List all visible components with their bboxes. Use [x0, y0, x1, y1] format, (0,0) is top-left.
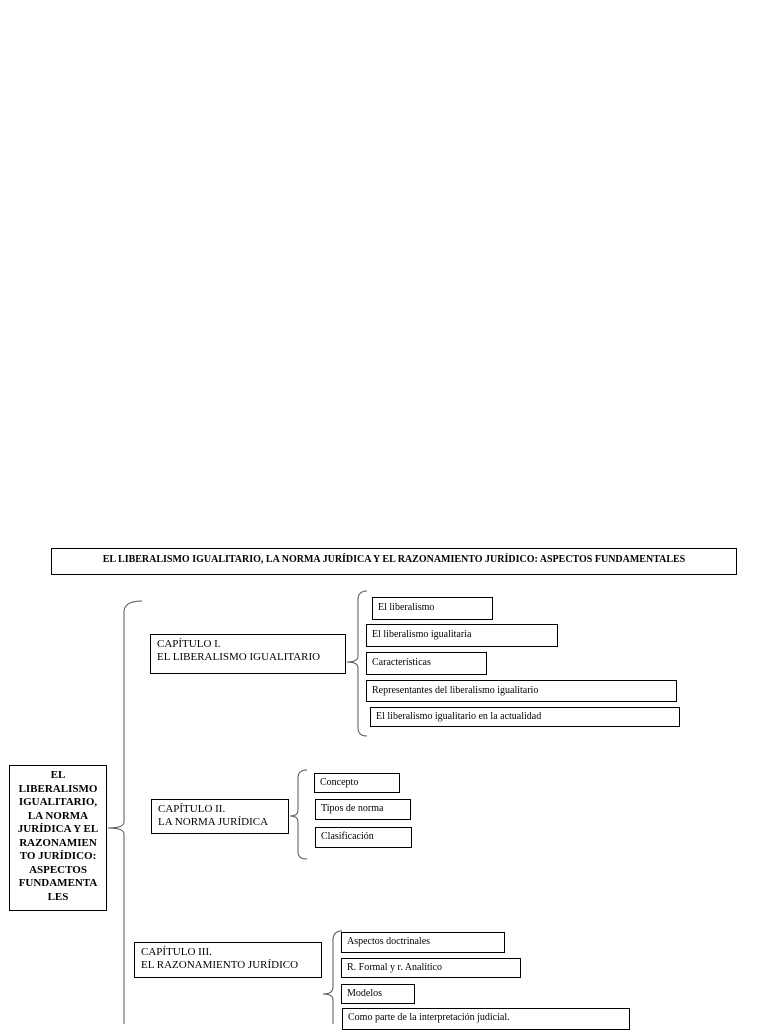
chapter-1-number: CAPÍTULO I. — [157, 638, 221, 650]
root-line: LIBERALISMO — [18, 782, 98, 795]
chapter-1-brace — [347, 591, 367, 736]
chapter-1-name: EL LIBERALISMO IGUALITARIO — [157, 651, 321, 663]
chapter-2-item: Tipos de norma — [315, 799, 411, 820]
chapter-3-node — [134, 942, 322, 978]
chapter-1-item: El liberalismo igualitario en la actualidad — [370, 707, 680, 727]
chapter-2-node — [151, 799, 289, 834]
chapter-2-brace — [290, 770, 307, 859]
root-line: FUNDAMENTA — [18, 877, 98, 889]
chapter-3-item: Modelos — [341, 984, 415, 1004]
chapter-1-item: El liberalismo igualitaria — [366, 624, 558, 647]
diagram-title: EL LIBERALISMO IGUALITARIO, LA NORMA JURÍDICA Y EL RAZONAMIENTO JURÍDICO: ASPECTOS FUNDAMENTALES — [51, 548, 737, 575]
chapter-1-item: El liberalismo — [372, 597, 493, 620]
root-line: IGUALITARIO, — [18, 796, 98, 808]
root-line: RAZONAMIEN — [19, 836, 97, 849]
root-line: LA NORMA — [27, 809, 89, 822]
root-line: JURÍDICA Y EL — [17, 823, 99, 835]
root-line: LES — [47, 890, 69, 903]
chapter-2-item: Concepto — [314, 773, 400, 793]
chapter-3-name: EL RAZONAMIENTO JURÍDICO — [141, 959, 299, 971]
root-line: TO JURÍDICO: — [19, 850, 97, 862]
chapter-3-item: R. Formal y r. Analítico — [341, 958, 521, 978]
chapter-2-name: LA NORMA JURÍDICA — [158, 816, 269, 828]
chapter-3-item: Aspectos doctrinales — [341, 932, 505, 953]
chapter-1-item: Características — [366, 652, 487, 675]
chapter-3-number: CAPÍTULO III. — [141, 946, 212, 958]
chapter-2-number: CAPÍTULO II. — [158, 803, 226, 815]
chapter-3-item: Como parte de la interpretación judicial. — [342, 1008, 630, 1030]
root-line: ASPECTOS — [29, 863, 87, 876]
root-line: EL — [50, 769, 66, 781]
chapter-2-item: Clasificación — [315, 827, 412, 848]
chapter-3-brace — [323, 931, 342, 1024]
chapter-1-node — [150, 634, 346, 674]
root-node — [9, 765, 107, 911]
chapter-1-item: Representantes del liberalismo igualitario — [366, 680, 677, 702]
